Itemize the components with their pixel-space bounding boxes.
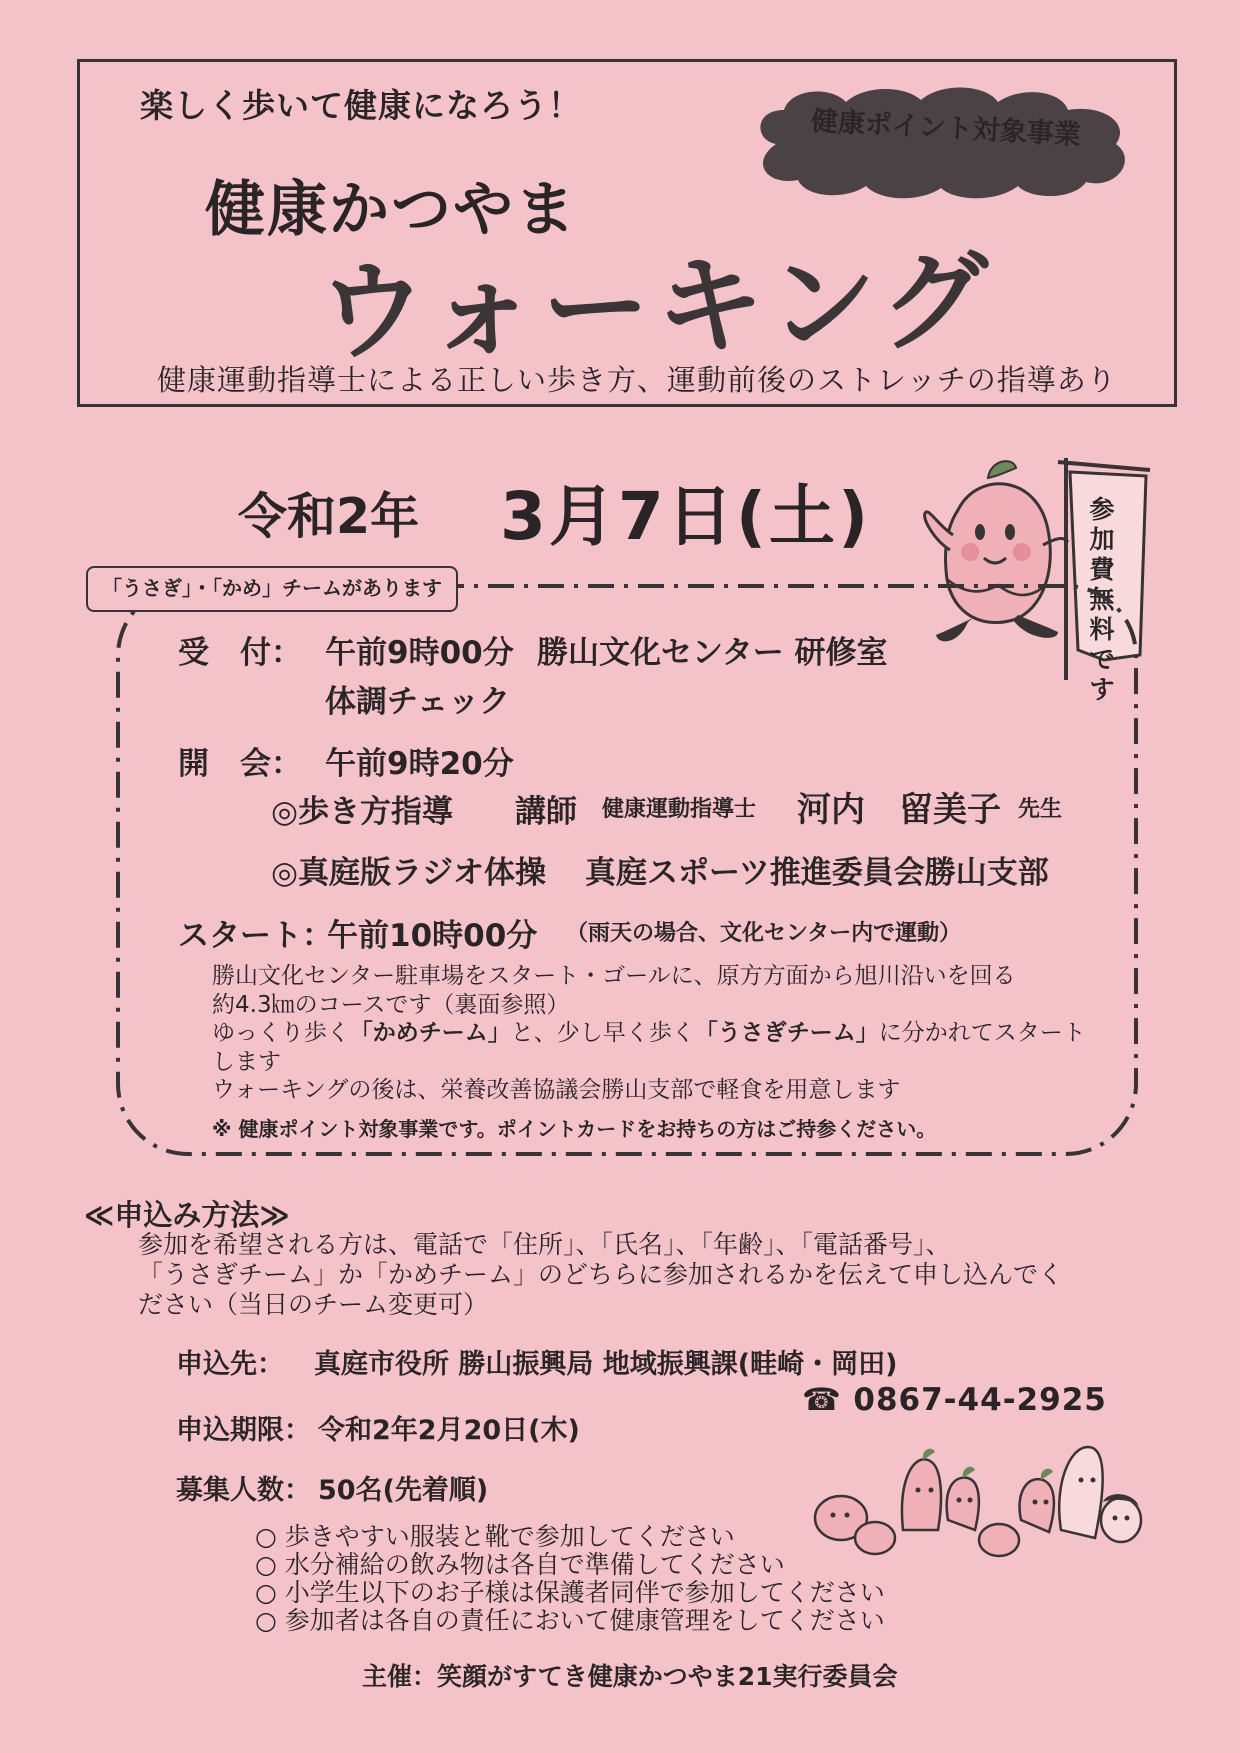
radio-exercise: ◎真庭版ラジオ体操 bbox=[271, 855, 547, 891]
apply-desc-line3: ださい（当日のチーム変更可） bbox=[138, 1290, 489, 1319]
instructor-title: 健康運動指導士 bbox=[602, 797, 757, 822]
instructor-name: 河内 留美子 bbox=[797, 790, 1001, 830]
turtle-team: 「かめチーム」 bbox=[349, 1020, 511, 1046]
contact-value: 真庭市役所 勝山振興局 地域振興課(畦崎・岡田) bbox=[314, 1349, 898, 1380]
note-item: ○ 歩きやすい服装と靴で参加してください bbox=[255, 1522, 735, 1551]
course-line2: 約4.3㎞のコースです（裏面参照） bbox=[212, 992, 570, 1018]
start-time: 午前10時00分 bbox=[327, 918, 538, 954]
teams-text-c: と、少し早く歩く bbox=[510, 1020, 695, 1046]
radio-group: 真庭スポーツ推進委員会勝山支部 bbox=[585, 855, 1049, 891]
course-line1: 勝山文化センター駐車場をスタート・ゴールに、原方方面から旭川沿いを回る bbox=[212, 963, 1016, 989]
note-item: ○ 水分補給の飲み物は各自で準備してください bbox=[255, 1550, 785, 1579]
event-date: 3月7日(土) bbox=[500, 478, 872, 555]
phone-number: ☎ 0867-44-2925 bbox=[802, 1382, 1107, 1418]
instructor-honorific: 先生 bbox=[1018, 797, 1063, 822]
teams-text-e: に分かれてスタート bbox=[878, 1020, 1086, 1046]
rabbit-team: 「うさぎチーム」 bbox=[694, 1020, 879, 1046]
apply-desc-line2: 「うさぎチーム」か「かめチーム」のどちらに参加されるかを伝えて申し込んでく bbox=[138, 1260, 1064, 1289]
deadline-label: 申込期限： bbox=[176, 1415, 311, 1446]
opening-time: 午前9時20分 bbox=[325, 746, 514, 782]
walking-characters-illustration bbox=[803, 1420, 1143, 1568]
title-line1: 健康かつやま bbox=[205, 175, 577, 245]
reception-place: 勝山文化センター 研修室 bbox=[537, 635, 888, 671]
teams-text-a: ゆっくり歩く bbox=[212, 1020, 350, 1046]
health-check: 体調チェック bbox=[325, 684, 511, 720]
apply-desc-line1: 参加を希望される方は、電話で「住所」、「氏名」、「年齢」、「電話番号」、 bbox=[138, 1230, 951, 1259]
capacity-label: 募集人数： bbox=[176, 1475, 311, 1506]
apply-heading: ≪申込み方法≫ bbox=[84, 1198, 290, 1232]
meal-note: ウォーキングの後は、栄養改善協議会勝山支部で軽食を用意します bbox=[212, 1077, 901, 1103]
point-note: ※ 健康ポイント対象事業です。ポイントカードをお持ちの方はご持参ください。 bbox=[212, 1117, 937, 1141]
deadline-value: 令和2年2月20日(木) bbox=[318, 1415, 580, 1446]
capacity-value: 50名(先着順) bbox=[318, 1475, 489, 1506]
notes-list bbox=[255, 1523, 885, 1635]
date-era: 令和2年 bbox=[238, 488, 420, 545]
teams-line2: します bbox=[212, 1049, 281, 1075]
note-item: ○ 小学生以下のお子様は保護者同伴で参加してください bbox=[255, 1578, 885, 1607]
badge-label: 健康ポイント対象事業 bbox=[810, 105, 1082, 152]
walk-instruction: ◎歩き方指導 bbox=[271, 794, 454, 830]
reception-time: 午前9時00分 bbox=[325, 635, 514, 671]
opening-label: 開 会： bbox=[178, 746, 302, 782]
note-item: ○ 参加者は各自の責任において健康管理をしてください bbox=[255, 1606, 885, 1635]
reception-label: 受 付： bbox=[178, 635, 302, 671]
banner-free-entry: 参加費無料です bbox=[1089, 495, 1115, 704]
apply-description bbox=[138, 1230, 1118, 1320]
page-title: ウォーキング bbox=[317, 239, 996, 376]
tagline: 楽しく歩いて健康になろう！ bbox=[140, 86, 582, 125]
contact-label: 申込先： bbox=[176, 1349, 284, 1380]
instructor-label: 講師 bbox=[515, 794, 577, 830]
teams-line1 bbox=[212, 1019, 1086, 1048]
organizer: 主催：笑顔がすてき健康かつやま21実行委員会 bbox=[362, 1662, 898, 1691]
teams-tab: 「うさぎ」・「かめ」チームがあります bbox=[86, 566, 458, 612]
subtitle: 健康運動指導士による正しい歩き方、運動前後のストレッチの指導あり bbox=[157, 363, 1117, 397]
start-note: （雨天の場合、文化センター内で運動） bbox=[566, 921, 962, 946]
start-label: スタート： bbox=[178, 918, 333, 954]
